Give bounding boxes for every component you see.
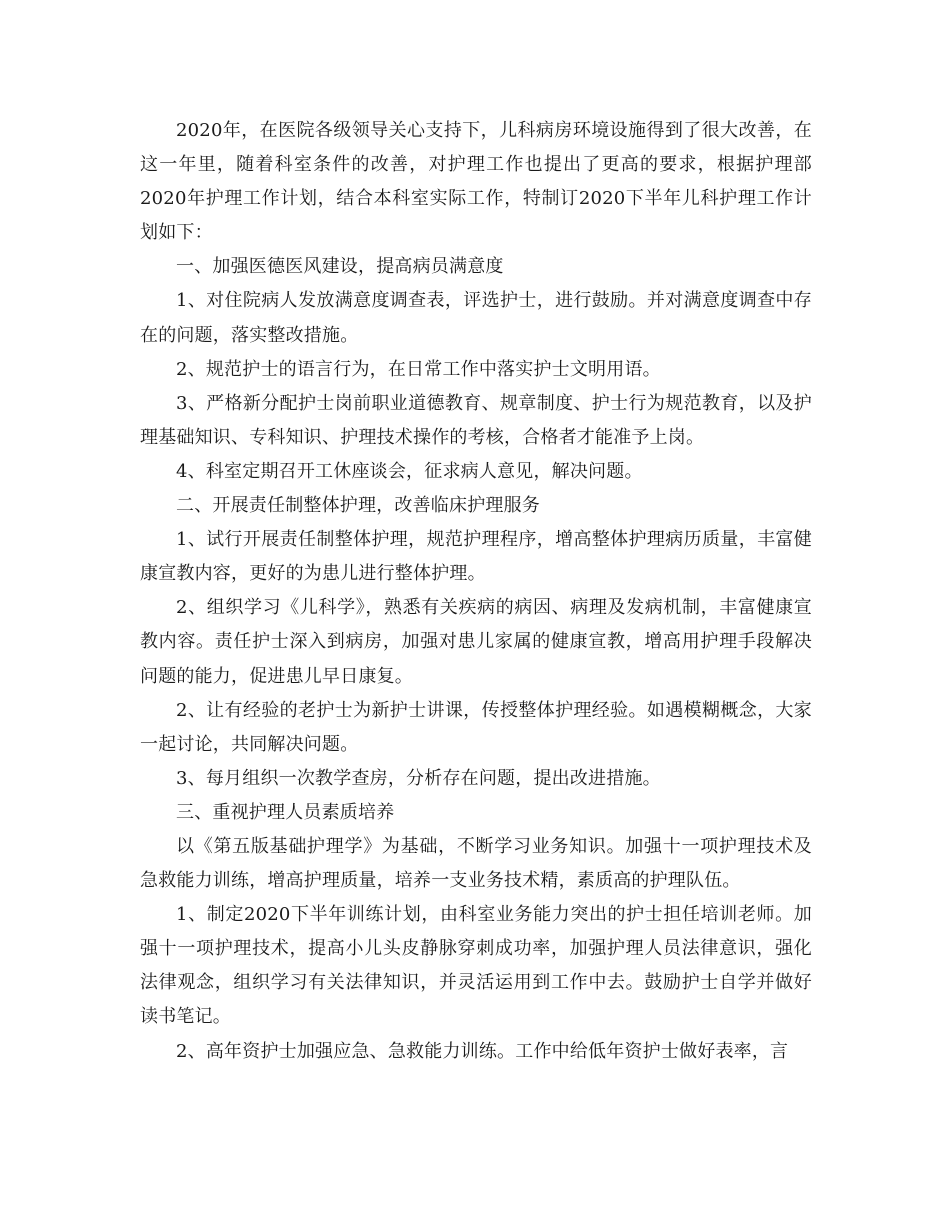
paragraph: 2、规范护士的语言行为，在日常工作中落实护士文明用语。: [176, 358, 661, 380]
paragraph: 1、试行开展责任制整体护理，规范护理程序，增高整体护理病历质量，丰富健康宣教内容，更好的为患儿进行整体护理。: [140, 529, 812, 585]
section-heading-2: 二、开展责任制整体护理，改善临床护理服务: [176, 495, 540, 517]
paragraph: 2、让有经验的老护士为新护士讲课，传授整体护理经验。如遇模糊概念，大家一起讨论，共同解决问题。: [140, 699, 812, 755]
paragraph: 1、对住院病人发放满意度调查表，评选护士，进行鼓励。并对满意度调查中存在的问题，落实整改措施。: [140, 290, 812, 346]
section-heading-3: 三、重视护理人员素质培养: [176, 801, 395, 823]
document-body: [140, 114, 812, 1069]
paragraph: 以《第五版基础护理学》为基础，不断学习业务知识。加强十一项护理技术及急救能力训练，增高护理质量，培养一支业务技术精，素质高的护理队伍。: [140, 835, 812, 892]
paragraph: 3、严格新分配护士岗前职业道德教育、规章制度、护士行为规范教育，以及护理基础知识、专科知识、护理技术操作的考核，合格者才能准予上岗。: [140, 392, 812, 448]
paragraph: 2、组织学习《儿科学》，熟悉有关疾病的病因、病理及发病机制，丰富健康宣教内容。责任护士深入到病房，加强对患儿家属的健康宣教，增高用护理手段解决问题的能力，促进患儿早日康复。: [140, 597, 812, 687]
intro-paragraph: 2020年，在医院各级领导关心支持下，儿科病房环境设施得到了很大改善，在这一年里，随着科室条件的改善，对护理工作也提出了更高的要求，根据护理部2020年护理工作计划，结合本科室实际工作，特制订2020下半年儿科护理工作计划如下：: [140, 120, 812, 244]
section-heading-1: 一、加强医德医风建设，提高病员满意度: [176, 256, 504, 278]
paragraph: 2、高年资护士加强应急、急救能力训练。工作中给低年资护士做好表率，言: [176, 1040, 789, 1062]
paragraph: 1、制定2020下半年训练计划，由科室业务能力突出的护士担任培训老师。加强十一项护理技术，提高小儿头皮静脉穿刺成功率，加强护理人员法律意识，强化法律观念，组织学习有关法律知识，并灵活运用到工作中去。鼓励护士自学并做好读书笔记。: [140, 904, 812, 1028]
paragraph: 4、科室定期召开工休座谈会，征求病人意见，解决问题。: [176, 460, 643, 482]
paragraph: 3、每月组织一次教学查房，分析存在问题，提出改进措施。: [176, 767, 661, 789]
